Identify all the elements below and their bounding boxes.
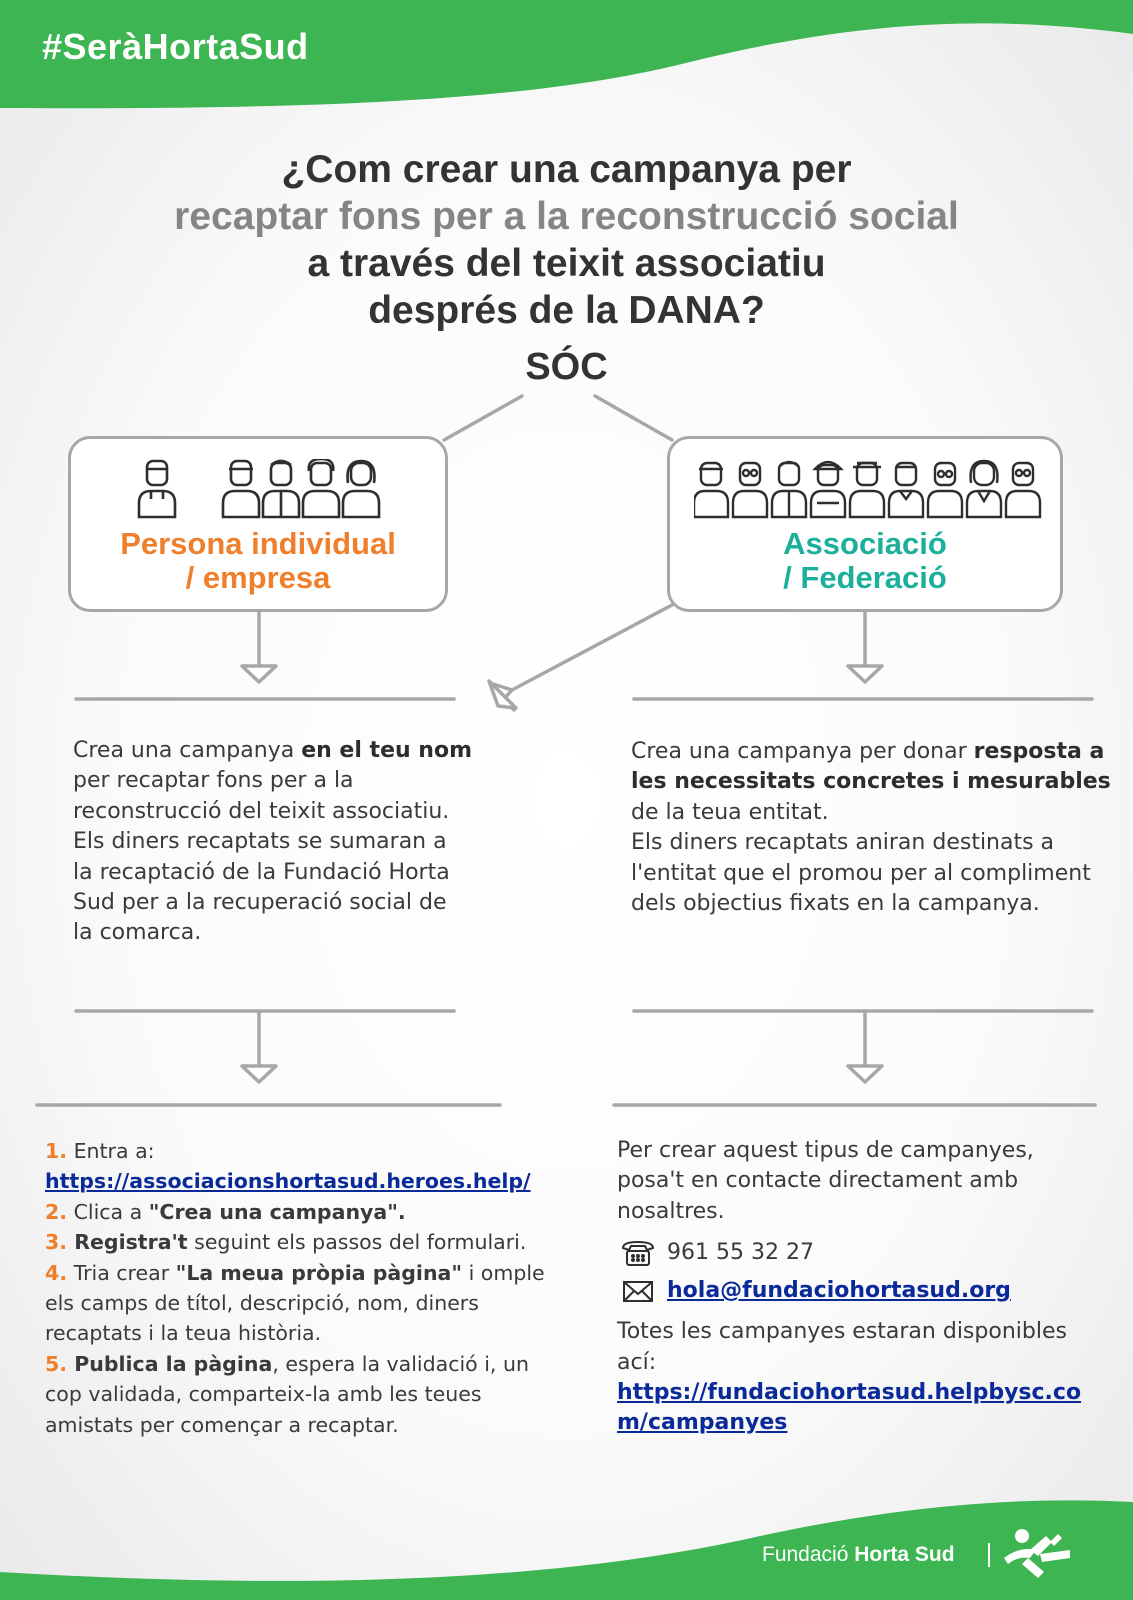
text-span: Crea una campanya <box>73 738 302 763</box>
arrow-down-icon <box>242 1066 276 1082</box>
text-span: Els diners recaptats aniran destinats a l'entitat que el promou per al compliment dels objectius fixats en la campanya. <box>631 830 1091 917</box>
text-span: de la teua entitat. <box>631 799 829 825</box>
association-description <box>631 737 1111 919</box>
step-text: Entra a: <box>67 1139 155 1163</box>
people-icon <box>694 459 1046 521</box>
contact-section <box>617 1136 1087 1439</box>
step-number: 5. <box>45 1351 68 1376</box>
brand-light: Fundació <box>762 1543 855 1566</box>
title-line-1: ¿Com crear una campanya per <box>281 148 852 191</box>
step-number: 3. <box>45 1230 68 1255</box>
step-2 <box>45 1197 565 1227</box>
step-bold: Registra't <box>67 1230 188 1255</box>
arrow-down-icon <box>242 666 276 682</box>
step-1 <box>45 1136 565 1197</box>
individual-label-line-2: / empresa <box>185 560 331 595</box>
arrow-down-icon <box>848 1066 882 1082</box>
step-3 <box>45 1227 565 1257</box>
step-number: 4. <box>45 1260 68 1285</box>
association-label-line-2: / Federació <box>783 560 947 595</box>
title-line-4: després de la DANA? <box>368 289 765 332</box>
phone-icon <box>621 1239 655 1267</box>
individual-box <box>68 436 448 612</box>
soc-heading: SÓC <box>525 346 608 388</box>
step-number: 2. <box>45 1199 68 1224</box>
people-icon <box>135 459 385 521</box>
step-bold: "La meua pròpia pàgina" <box>175 1260 463 1285</box>
step-bold: Publica la pàgina <box>67 1351 273 1376</box>
brand-bold: Horta Sud <box>854 1543 955 1566</box>
arrow-down-icon <box>848 666 882 682</box>
email-link[interactable]: hola@fundaciohortasud.org <box>667 1278 1011 1304</box>
bold-span: en el teu nom <box>301 738 473 763</box>
campaigns-link[interactable]: https://fundaciohortasud.helpbysc.com/campanyes <box>617 1380 1082 1436</box>
individual-label <box>71 527 445 595</box>
step-text: Tria crear <box>67 1260 176 1285</box>
phone-number: 961 55 32 27 <box>667 1240 814 1266</box>
text-span: Crea una campanya per donar <box>631 739 974 764</box>
connector-soc-right <box>595 396 672 440</box>
phone-row <box>617 1235 1087 1271</box>
individual-description <box>73 736 473 949</box>
contact-intro: Per crear aquest tipus de campanyes, posa't en contacte directament amb nosaltres. <box>617 1138 1034 1224</box>
connector-soc-left <box>444 396 522 440</box>
step-number: 1. <box>45 1139 68 1163</box>
heroes-help-link[interactable]: https://associacionshortasud.heroes.help/ <box>45 1169 531 1194</box>
step-4 <box>45 1258 565 1349</box>
title-line-2: recaptar fons per a la reconstrucció social <box>174 195 959 238</box>
step-text: Clica a <box>67 1199 149 1224</box>
bold-span: resposta a les necessitats concretes i mesurables <box>631 739 1111 795</box>
steps-list <box>45 1136 565 1440</box>
individual-label-line-1: Persona individual <box>120 526 396 561</box>
association-label-line-1: Associació <box>783 526 947 561</box>
step-text: seguint els passos del formulari. <box>187 1230 527 1255</box>
step-5 <box>45 1349 565 1440</box>
text-span: per recaptar fons per a la reconstrucció del teixit associatiu. <box>73 768 450 824</box>
campaigns-available-text: Totes les campanyes estaran disponibles ací: <box>617 1319 1067 1375</box>
step-text: i omple els camps de títol, descripció, nom, diners recaptats i la teua història. <box>45 1260 545 1346</box>
footer-brand <box>762 1543 955 1567</box>
email-row <box>617 1273 1087 1309</box>
step-text: , espera la validació i, un cop validada, comparteix-la amb les teues amistats per començar a recaptar. <box>45 1351 529 1437</box>
hashtag: #SeràHortaSud <box>42 26 309 67</box>
association-label <box>670 527 1060 595</box>
title-line-3: a través del teixit associatiu <box>307 242 826 285</box>
footer-separator <box>988 1543 990 1567</box>
fundacio-logo-icon <box>1000 1528 1072 1588</box>
step-bold: "Crea una campanya". <box>148 1199 406 1224</box>
envelope-icon <box>621 1277 655 1305</box>
text-span: Els diners recaptats se sumaran a la recaptació de la Fundació Horta Sud per a la recuperació social de la comarca. <box>73 829 450 946</box>
association-box <box>667 436 1063 612</box>
